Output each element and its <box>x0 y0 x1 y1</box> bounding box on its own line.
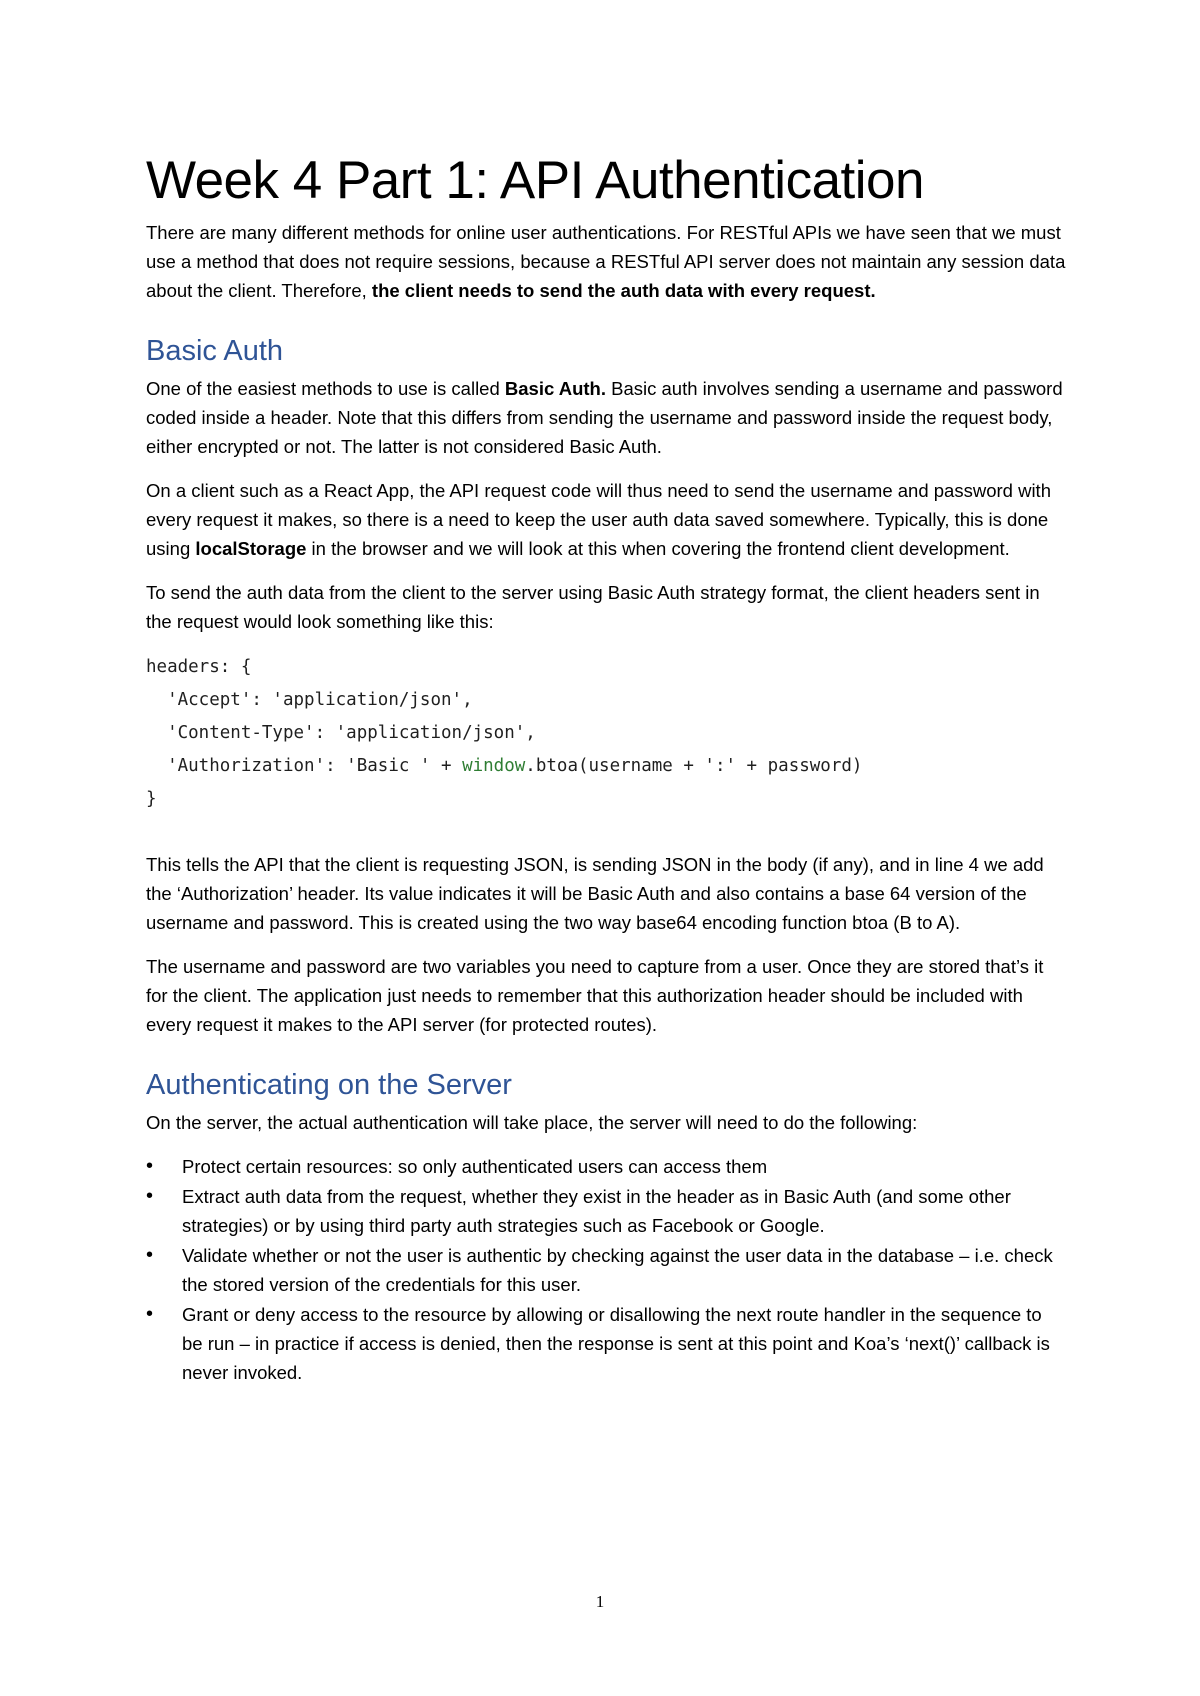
document-title: Week 4 Part 1: API Authentication <box>146 151 925 210</box>
server-steps-list <box>146 1152 1066 1387</box>
basic-auth-paragraph-1 <box>146 374 1066 461</box>
code-line-5: } <box>146 789 157 809</box>
list-item <box>146 1241 1066 1299</box>
bullet-icon: • <box>146 1303 154 1325</box>
page-number: 1 <box>595 1592 605 1611</box>
document-page <box>146 150 1066 1388</box>
basic-auth-p2-rest: in the browser and we will look at this when covering the frontend client development. <box>306 538 1010 559</box>
code-line-4-end: .btoa(username + ':' + password) <box>525 756 863 776</box>
list-item-text: Validate whether or not the user is authentic by checking against the user data in the database – i.e. check the stored version of the credentials for this user. <box>182 1245 1053 1295</box>
list-item <box>146 1300 1066 1387</box>
code-line-4-start: 'Authorization': 'Basic ' + <box>146 756 463 776</box>
basic-auth-p1-rest: Basic auth involves sending a username and password coded inside a header. Note that this differs from sending the username and password inside the request body, either encrypted or not. The latter is not considered Basic Auth. <box>146 378 1063 457</box>
basic-auth-paragraph-5: The username and password are two variables you need to capture from a user. Once they are stored that’s it for the client. The application just needs to remember that this authorization header should be included with every request it makes to the API server (for protected routes). <box>146 956 1044 1035</box>
basic-auth-term: Basic Auth. <box>504 378 606 399</box>
localstorage-term: localStorage <box>195 538 307 559</box>
intro-text: There are many different methods for online user authentications. For RESTful APIs we have seen that we must use a method that does not require sessions, because a RESTful API server does not maintain any session data about the client. Therefore, <box>146 222 1066 301</box>
list-item-text: Extract auth data from the request, whether they exist in the header as in Basic Auth (and some other strategies) or by using third party auth strategies such as Facebook or Google. <box>182 1186 1011 1236</box>
bullet-icon: • <box>146 1244 154 1266</box>
basic-auth-p2-text: On a client such as a React App, the API request code will thus need to send the username and password with every request it makes, so there is a need to keep the user auth data saved somewhere. Typically, this is done using <box>146 480 1051 559</box>
code-line-1: headers: { <box>146 657 252 677</box>
basic-auth-paragraph-2 <box>146 476 1066 563</box>
list-item-text: Protect certain resources: so only authenticated users can access them <box>182 1156 768 1177</box>
intro-paragraph <box>146 218 1066 305</box>
basic-auth-paragraph-4: This tells the API that the client is requesting JSON, is sending JSON in the body (if any), and in line 4 we add the ‘Authorization’ header. Its value indicates it will be Basic Auth and also contains a base 64 version of the username and password. This is created using the two way base64 encoding function btoa (B to A). <box>146 854 1044 933</box>
basic-auth-heading: Basic Auth <box>146 335 284 367</box>
list-item <box>146 1182 1066 1240</box>
server-intro-paragraph: On the server, the actual authentication will take place, the server will need to do the following: <box>146 1112 918 1133</box>
list-item <box>146 1152 1066 1181</box>
basic-auth-paragraph-3: To send the auth data from the client to the server using Basic Auth strategy format, the client headers sent in the request would look something like this: <box>146 582 1040 632</box>
server-auth-heading: Authenticating on the Server <box>146 1069 512 1101</box>
code-line-2: 'Accept': 'application/json', <box>146 690 473 710</box>
code-line-4 <box>146 750 1066 783</box>
bullet-icon: • <box>146 1155 154 1177</box>
code-window-keyword: window <box>462 756 526 776</box>
list-item-text: Grant or deny access to the resource by allowing or disallowing the next route handler in the sequence to be run – in practice if access is denied, then the response is sent at this point and Koa’s ‘next()’ callback is never invoked. <box>182 1304 1050 1383</box>
intro-bold-text: the client needs to send the auth data with every request. <box>371 280 876 301</box>
headers-code-block <box>146 651 1066 816</box>
basic-auth-p1-text: One of the easiest methods to use is called <box>146 378 505 399</box>
bullet-icon: • <box>146 1185 154 1207</box>
code-line-3: 'Content-Type': 'application/json', <box>146 723 536 743</box>
